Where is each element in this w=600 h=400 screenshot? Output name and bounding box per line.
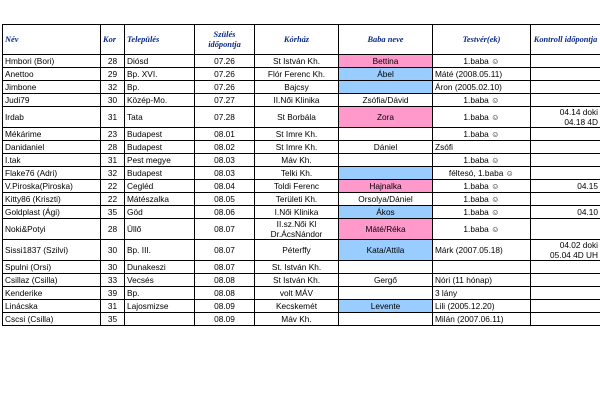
header-telepules: Település: [125, 25, 195, 55]
cell-age: 31: [101, 300, 125, 313]
cell-baby-name: Zora: [339, 107, 433, 128]
cell-control: [531, 55, 600, 68]
cell-age: 39: [101, 287, 125, 300]
header-baba-neve: Baba neve: [339, 25, 433, 55]
cell-name: Anettoo: [3, 68, 101, 81]
cell-town: Göd: [125, 206, 195, 219]
cell-name: Jimbone: [3, 81, 101, 94]
cell-date: 08.03: [195, 154, 255, 167]
cell-siblings: 1.baba ☺: [433, 107, 531, 128]
cell-town: Lajosmizse: [125, 300, 195, 313]
cell-town: Budapest: [125, 141, 195, 154]
cell-name: Spulni (Orsi): [3, 261, 101, 274]
cell-age: 28: [101, 55, 125, 68]
cell-age: 30: [101, 261, 125, 274]
cell-baby-name: Ákos: [339, 206, 433, 219]
table-row: [3, 107, 600, 128]
cell-date: 08.07: [195, 261, 255, 274]
cell-control: 04.10: [531, 206, 600, 219]
cell-control: [531, 128, 600, 141]
cell-age: 23: [101, 128, 125, 141]
cell-hospital: Telki Kh.: [255, 167, 339, 180]
table-row: [3, 274, 600, 287]
cell-control: [531, 313, 600, 326]
cell-name: Irdab: [3, 107, 101, 128]
cell-baby-name: [339, 261, 433, 274]
cell-control: [531, 193, 600, 206]
cell-hospital: I.Női Klinika: [255, 206, 339, 219]
cell-age: 33: [101, 274, 125, 287]
cell-hospital: St István Kh.: [255, 55, 339, 68]
cell-date: 07.28: [195, 107, 255, 128]
cell-date: 08.08: [195, 287, 255, 300]
cell-name: Sissi1837 (Szilvi): [3, 240, 101, 261]
cell-name: Goldplast (Ági): [3, 206, 101, 219]
cell-baby-name: Bettina: [339, 55, 433, 68]
cell-hospital: St. István Kh.: [255, 261, 339, 274]
cell-baby-name: [339, 81, 433, 94]
header-szules: Szülés időpontja: [195, 25, 255, 55]
cell-baby-name: Hajnalka: [339, 180, 433, 193]
cell-baby-name: Kata/Attila: [339, 240, 433, 261]
cell-town: Bp.: [125, 287, 195, 300]
cell-hospital: Péterffy: [255, 240, 339, 261]
table-row: [3, 261, 600, 274]
table-row: [3, 219, 600, 240]
cell-control: [531, 167, 600, 180]
cell-siblings: Márk (2007.05.18): [433, 240, 531, 261]
cell-name: Csillaz (Csilla): [3, 274, 101, 287]
cell-siblings: [433, 261, 531, 274]
cell-siblings: 1.baba ☺: [433, 128, 531, 141]
table-row: [3, 180, 600, 193]
table-row: [3, 300, 600, 313]
pregnancy-table: [2, 24, 600, 326]
cell-hospital: St Borbála: [255, 107, 339, 128]
cell-age: 29: [101, 68, 125, 81]
cell-town: Dunakeszi: [125, 261, 195, 274]
cell-date: 08.07: [195, 240, 255, 261]
cell-siblings: 3 lány: [433, 287, 531, 300]
table-row: [3, 68, 600, 81]
cell-age: 28: [101, 141, 125, 154]
cell-town: Budapest: [125, 128, 195, 141]
cell-town: Vecsés: [125, 274, 195, 287]
cell-siblings: 1.baba ☺: [433, 55, 531, 68]
cell-control: [531, 287, 600, 300]
cell-hospital: II.Női Klinika: [255, 94, 339, 107]
cell-baby-name: Dániel: [339, 141, 433, 154]
header-testver: Testvér(ek): [433, 25, 531, 55]
cell-control: [531, 274, 600, 287]
cell-baby-name: Orsolya/Dániel: [339, 193, 433, 206]
cell-name: Kitty86 (Kriszti): [3, 193, 101, 206]
cell-hospital: Területi Kh.: [255, 193, 339, 206]
cell-town: Tata: [125, 107, 195, 128]
cell-hospital: Máv Kh.: [255, 313, 339, 326]
cell-date: 07.27: [195, 94, 255, 107]
cell-date: 08.09: [195, 313, 255, 326]
cell-siblings: Nóri (11 hónap): [433, 274, 531, 287]
cell-date: 08.09: [195, 300, 255, 313]
table-row: [3, 287, 600, 300]
cell-age: 30: [101, 240, 125, 261]
cell-baby-name: [339, 128, 433, 141]
cell-control: 04.14 doki 04.18 4D: [531, 107, 600, 128]
cell-control: [531, 261, 600, 274]
cell-age: 32: [101, 167, 125, 180]
cell-control: [531, 219, 600, 240]
cell-baby-name: Levente: [339, 300, 433, 313]
cell-baby-name: Zsófia/Dávid: [339, 94, 433, 107]
cell-baby-name: [339, 313, 433, 326]
cell-date: 08.02: [195, 141, 255, 154]
cell-siblings: féltesó, 1.baba ☺: [433, 167, 531, 180]
table-row: [3, 141, 600, 154]
cell-name: Noki&Potyi: [3, 219, 101, 240]
cell-date: 08.06: [195, 206, 255, 219]
cell-town: Cegléd: [125, 180, 195, 193]
cell-control: [531, 81, 600, 94]
cell-date: 07.26: [195, 81, 255, 94]
cell-control: [531, 141, 600, 154]
cell-siblings: Milán (2007.06.11): [433, 313, 531, 326]
cell-hospital: Kecskemét: [255, 300, 339, 313]
table-row: [3, 193, 600, 206]
cell-hospital: St Imre Kh.: [255, 128, 339, 141]
cell-age: 35: [101, 313, 125, 326]
cell-name: Judi79: [3, 94, 101, 107]
cell-siblings: 1.baba ☺: [433, 206, 531, 219]
cell-hospital: Bajcsy: [255, 81, 339, 94]
cell-control: [531, 300, 600, 313]
cell-control: [531, 94, 600, 107]
cell-siblings: Lili (2005.12.20): [433, 300, 531, 313]
cell-date: 08.07: [195, 219, 255, 240]
header-row: [3, 25, 600, 55]
cell-date: 08.05: [195, 193, 255, 206]
cell-date: 08.01: [195, 128, 255, 141]
header-korhaz: Kórház: [255, 25, 339, 55]
cell-town: [125, 313, 195, 326]
cell-date: 08.08: [195, 274, 255, 287]
cell-hospital: volt MÁV: [255, 287, 339, 300]
cell-name: Mékárime: [3, 128, 101, 141]
cell-town: Üllő: [125, 219, 195, 240]
table-row: [3, 154, 600, 167]
cell-town: Budapest: [125, 167, 195, 180]
cell-name: Linácska: [3, 300, 101, 313]
cell-hospital: Máv Kh.: [255, 154, 339, 167]
table-row: [3, 55, 600, 68]
cell-name: I.tak: [3, 154, 101, 167]
cell-siblings: 1.baba ☺: [433, 94, 531, 107]
cell-siblings: 1.baba ☺: [433, 219, 531, 240]
cell-date: 08.04: [195, 180, 255, 193]
cell-baby-name: [339, 154, 433, 167]
cell-town: Bp.: [125, 81, 195, 94]
cell-name: Cscsi (Csilla): [3, 313, 101, 326]
table-row: [3, 94, 600, 107]
cell-hospital: St István Kh.: [255, 274, 339, 287]
table-row: [3, 313, 600, 326]
cell-town: Diósd: [125, 55, 195, 68]
cell-hospital: Toldi Ferenc: [255, 180, 339, 193]
cell-town: Pest megye: [125, 154, 195, 167]
cell-baby-name: Máté/Réka: [339, 219, 433, 240]
table-row: [3, 240, 600, 261]
cell-hospital: II.sz.Női Kl Dr.ÁcsNándor: [255, 219, 339, 240]
cell-siblings: 1.baba ☺: [433, 180, 531, 193]
cell-town: Bp. XVI.: [125, 68, 195, 81]
table-row: [3, 167, 600, 180]
cell-siblings: Zsófi: [433, 141, 531, 154]
cell-name: Danidaniel: [3, 141, 101, 154]
cell-name: Hmbori (Bori): [3, 55, 101, 68]
cell-siblings: 1.baba ☺: [433, 193, 531, 206]
cell-baby-name: Gergő: [339, 274, 433, 287]
cell-age: 30: [101, 94, 125, 107]
cell-name: V.Piroska(Piroska): [3, 180, 101, 193]
cell-town: Közép-Mo.: [125, 94, 195, 107]
cell-hospital: Flór Ferenc Kh.: [255, 68, 339, 81]
cell-name: Flake76 (Adri): [3, 167, 101, 180]
cell-control: [531, 68, 600, 81]
cell-name: Kenderike: [3, 287, 101, 300]
cell-control: 04.02 doki 05.04 4D UH: [531, 240, 600, 261]
table-row: [3, 206, 600, 219]
cell-baby-name: Ábel: [339, 68, 433, 81]
cell-age: 32: [101, 81, 125, 94]
cell-age: 22: [101, 180, 125, 193]
cell-siblings: Máté (2008.05.11): [433, 68, 531, 81]
table-row: [3, 128, 600, 141]
cell-age: 31: [101, 107, 125, 128]
header-kontroll: Kontroll időpontja: [531, 25, 600, 55]
cell-control: 04.15: [531, 180, 600, 193]
cell-control: [531, 154, 600, 167]
cell-siblings: 1.baba ☺: [433, 154, 531, 167]
cell-town: Bp. III.: [125, 240, 195, 261]
cell-date: 08.03: [195, 167, 255, 180]
cell-date: 07.26: [195, 55, 255, 68]
cell-date: 07.26: [195, 68, 255, 81]
cell-hospital: St Imre Kh.: [255, 141, 339, 154]
table-row: [3, 81, 600, 94]
header-nev: Név: [3, 25, 101, 55]
cell-baby-name: [339, 287, 433, 300]
cell-town: Mátészalka: [125, 193, 195, 206]
cell-age: 35: [101, 206, 125, 219]
cell-siblings: Áron (2005.02.10): [433, 81, 531, 94]
header-kor: Kor: [101, 25, 125, 55]
cell-age: 28: [101, 219, 125, 240]
cell-age: 31: [101, 154, 125, 167]
cell-baby-name: [339, 167, 433, 180]
cell-age: 22: [101, 193, 125, 206]
